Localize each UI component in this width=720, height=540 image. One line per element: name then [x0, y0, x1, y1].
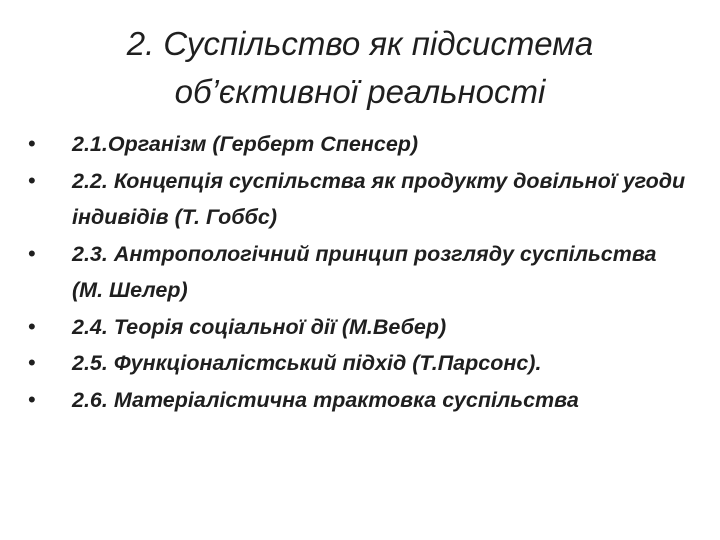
list-item-text: 2.2. Концепція суспільства як продукту довільної угоди індивідів (Т. Гоббс) [72, 168, 686, 229]
list-item [28, 236, 688, 309]
list-item [28, 126, 688, 163]
list-item [28, 382, 688, 419]
slide-title [40, 20, 680, 116]
bullet-icon: • [28, 240, 36, 266]
bullet-icon: • [28, 350, 36, 375]
list-item-text: 2.4. Теорія соціальної дії (М.Вебер) [72, 314, 447, 339]
list-item [28, 163, 688, 236]
list-item-text: 2.5. Функціоналістський підхід (Т.Парсонс). [72, 351, 542, 375]
bullet-list [28, 126, 688, 418]
list-item [28, 309, 688, 346]
list-item-text: 2.1.Організм (Герберт Спенсер) [72, 132, 419, 156]
list-item [28, 345, 688, 382]
list-item-text: 2.6. Матеріалістична трактовка суспільства [72, 387, 579, 412]
bullet-icon: • [28, 386, 36, 412]
slide-title-line-1: 2. Суспільство як підсистема [126, 25, 594, 62]
bullet-icon: • [28, 131, 36, 156]
list-item-text: 2.3. Антропологічний принцип розгляду суспільства (М. Шелер) [72, 241, 657, 302]
bullet-icon: • [28, 313, 36, 339]
slide-title-line-2: об’єктивної реальності [174, 73, 546, 110]
bullet-icon: • [28, 167, 36, 193]
